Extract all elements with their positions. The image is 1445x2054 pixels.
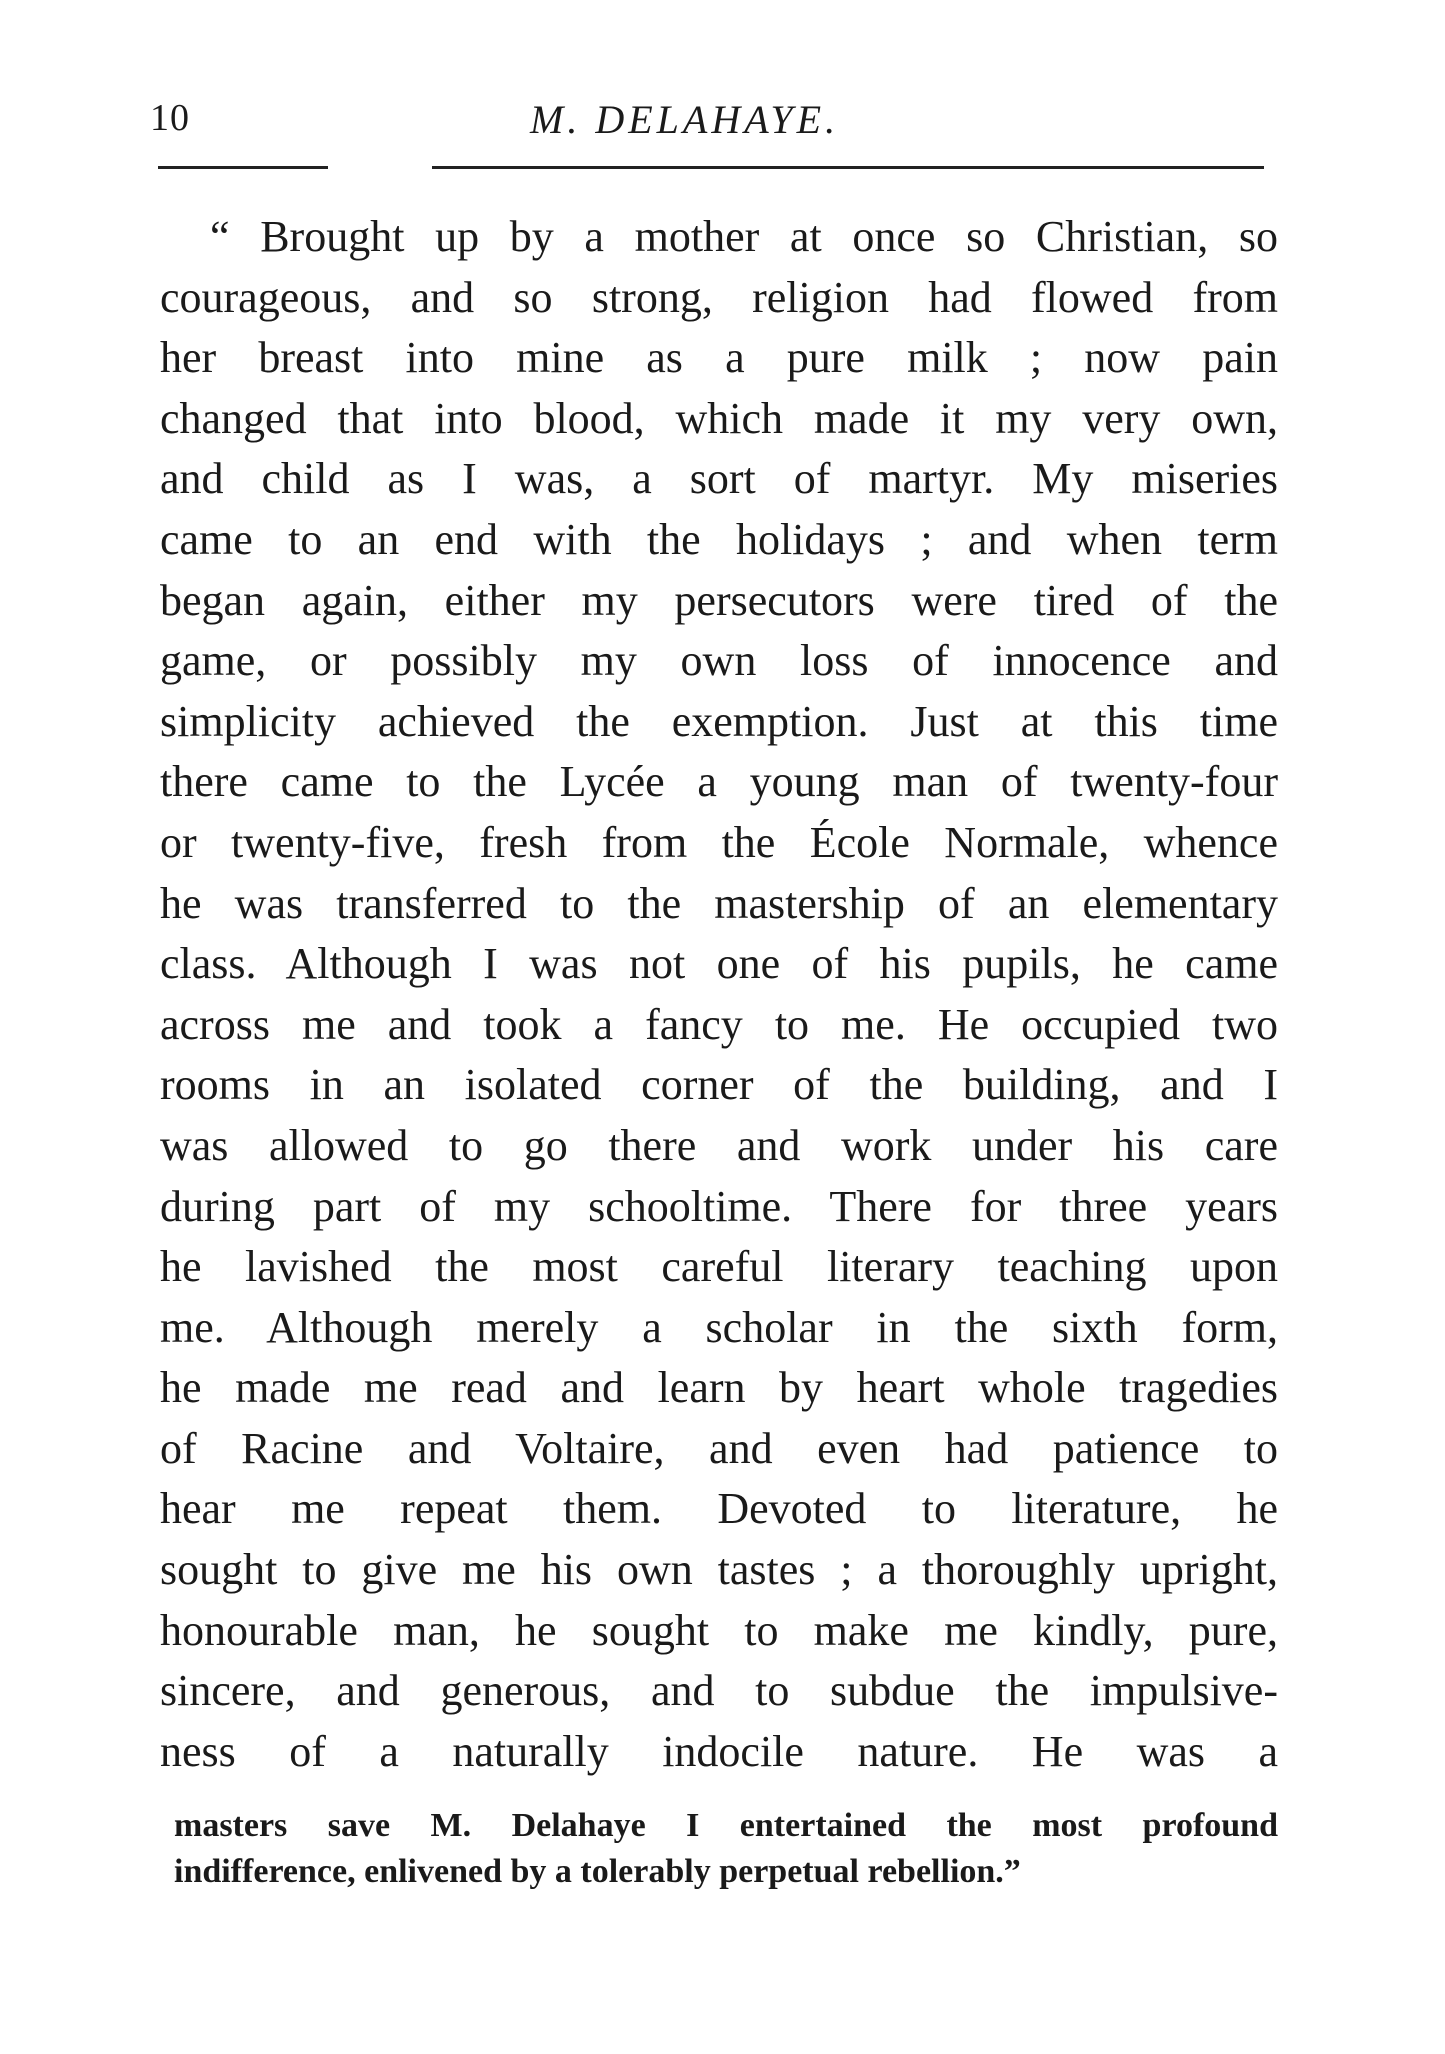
text-line: ness of a naturally indocile nature. He was a — [160, 1726, 1278, 1776]
text-line: he lavished the most careful literary teaching upon — [160, 1242, 1278, 1292]
header-rule-short — [158, 166, 328, 169]
body-text — [160, 207, 1278, 1782]
text-line: there came to the Lycée a young man of twenty-four — [160, 757, 1278, 807]
text-line: class. Although I was not one of his pupils, he came — [160, 939, 1278, 989]
text-line: hear me repeat them. Devoted to literature, he — [160, 1484, 1278, 1534]
text-line: of Racine and Voltaire, and even had patience to — [160, 1423, 1278, 1473]
text-line: honourable man, he sought to make me kindly, pure, — [160, 1605, 1278, 1655]
footnote — [174, 1803, 1278, 1895]
text-line: sought to give me his own tastes ; a thoroughly upright, — [160, 1545, 1278, 1595]
header-rule-long — [432, 166, 1264, 169]
footnote-line: indifference, enlivened by a tolerably perpetual rebellion.” — [174, 1853, 1021, 1890]
text-line: he made me read and learn by heart whole tragedies — [160, 1363, 1278, 1413]
running-title: M. DELAHAYE. — [530, 97, 840, 142]
text-line: sincere, and generous, and to subdue the impulsive- — [160, 1666, 1278, 1716]
running-head — [150, 96, 1290, 156]
text-line: he was transferred to the mastership of an elementary — [160, 878, 1278, 928]
footnote-line: masters save M. Delahaye I entertained the most profound — [174, 1807, 1278, 1844]
text-line: during part of my schooltime. There for three years — [160, 1181, 1278, 1231]
text-line: her breast into mine as a pure milk ; now pain — [160, 333, 1278, 383]
text-line: me. Although merely a scholar in the sixth form, — [160, 1302, 1278, 1352]
text-line: game, or possibly my own loss of innocence and — [160, 636, 1278, 686]
text-line: came to an end with the holidays ; and when term — [160, 514, 1278, 564]
page-number: 10 — [150, 97, 190, 139]
text-line: across me and took a fancy to me. He occupied two — [160, 999, 1278, 1049]
text-line: simplicity achieved the exemption. Just at this time — [160, 696, 1278, 746]
text-line: “ Brought up by a mother at once so Christian, so — [210, 212, 1278, 261]
text-line: was allowed to go there and work under his care — [160, 1120, 1278, 1170]
text-line: began again, either my persecutors were tired of the — [160, 575, 1278, 625]
text-line: courageous, and so strong, religion had flowed from — [160, 272, 1278, 322]
text-line: or twenty-five, fresh from the École Normale, whence — [160, 817, 1278, 867]
text-line: changed that into blood, which made it my very own, — [160, 393, 1278, 443]
text-line: and child as I was, a sort of martyr. My miseries — [160, 454, 1278, 504]
text-line: rooms in an isolated corner of the building, and I — [160, 1060, 1278, 1110]
